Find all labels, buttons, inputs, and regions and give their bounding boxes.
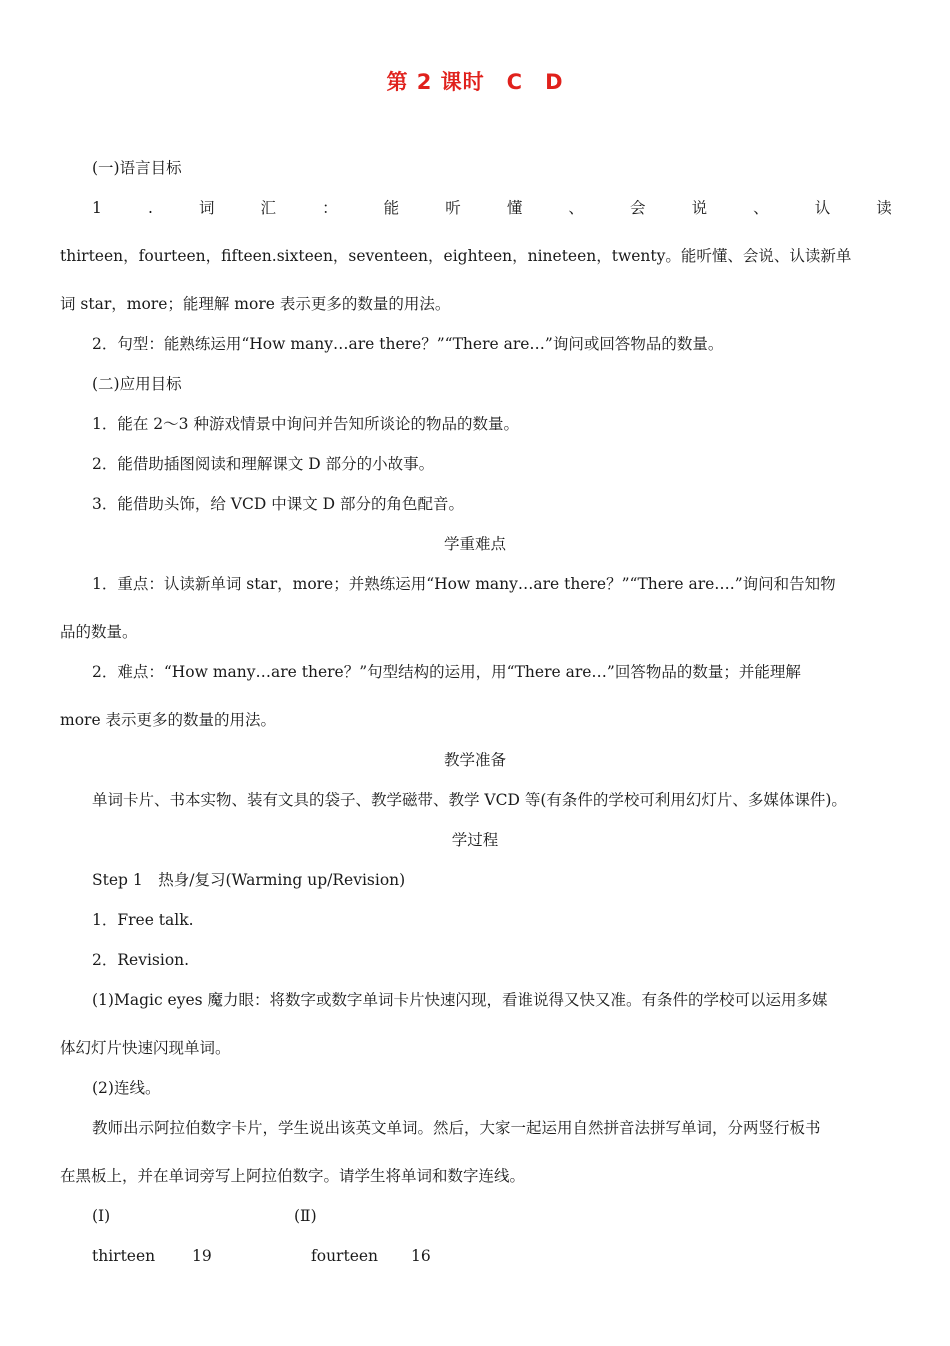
page-title: 第 2 课时 C D	[386, 70, 564, 94]
section-application-goals: (二)应用目标	[92, 375, 182, 393]
magic-eyes-line: (1)Magic eyes 魔力眼：将数字或数字单词卡片快速闪现，看谁说得又快又准。有条件的学校可以运用多媒	[92, 991, 828, 1009]
match-number-i: 19	[192, 1247, 212, 1265]
heading-key-points: 学重难点	[443, 535, 506, 553]
application-goal-1: 1．能在 2～3 种游戏情景中询问并告知所谈论的物品的数量。	[92, 415, 519, 433]
vocab-goal-part: 读	[876, 199, 892, 217]
match-column-ii-header: (Ⅱ)	[294, 1207, 317, 1225]
vocab-goal-part: 认	[814, 199, 831, 217]
match-word-i: thirteen	[92, 1247, 156, 1265]
match-word-ii: fourteen	[311, 1247, 379, 1265]
vocab-goal-part: 听	[445, 199, 461, 217]
match-column-i-header: (Ⅰ)	[92, 1207, 111, 1225]
heading-preparation: 教学准备	[443, 751, 506, 769]
vocab-goal-line	[92, 197, 892, 219]
vocab-goal-part: 词	[198, 199, 215, 217]
difficult-point-line-cont: more 表示更多的数量的用法。	[60, 711, 277, 729]
matching-line: (2)连线。	[92, 1079, 161, 1097]
heading-process: 学过程	[451, 831, 499, 849]
vocab-goal-part: 会	[629, 199, 646, 217]
vocab-goal-part: 、	[568, 199, 584, 217]
vocab-goal-part: ：	[322, 199, 338, 217]
application-goal-3: 3．能借助头饰，给 VCD 中课文 D 部分的角色配音。	[92, 495, 464, 513]
preparation-line: 单词卡片、书本实物、装有文具的袋子、教学磁带、教学 VCD 等(有条件的学校可利用幻灯片、多媒体课件)。	[92, 791, 847, 809]
revision-line: 2．Revision.	[92, 951, 190, 969]
vocab-new-words-line: 词 star，more；能理解 more 表示更多的数量的用法。	[60, 295, 451, 313]
vocab-goal-part: 汇	[260, 199, 277, 217]
difficult-point-line: 2．难点：“How many…are there？”句型结构的运用，用“There are…”回答物品的数量；并能理解	[92, 663, 801, 681]
key-point-line: 1．重点：认读新单词 star，more；并熟练运用“How many…are there？”“There are….”询问和告知物	[92, 575, 836, 593]
teacher-instruction-line: 教师出示阿拉伯数字卡片，学生说出该英文单词。然后，大家一起运用自然拼音法拼写单词，分两竖行板书	[92, 1119, 821, 1137]
match-number-ii: 16	[411, 1247, 431, 1265]
vocab-goal-part: 懂	[506, 199, 523, 217]
vocab-words-line: thirteen，fourteen，fifteen.sixteen，seventeen，eighteen，nineteen，twenty。能听懂、会说、认读新单	[60, 247, 852, 265]
vocab-goal-part: 、	[753, 199, 769, 217]
vocab-goal-part: 能	[383, 199, 400, 217]
free-talk-line: 1．Free talk.	[92, 911, 194, 929]
vocab-goal-part: .	[147, 199, 153, 217]
magic-eyes-line-cont: 体幻灯片快速闪现单词。	[60, 1039, 231, 1057]
application-goal-2: 2．能借助插图阅读和理解课文 D 部分的小故事。	[92, 455, 435, 473]
sentence-goal-line: 2．句型：能熟练运用“How many…are there？”“There are…”询问或回答物品的数量。	[92, 335, 724, 353]
key-point-line-cont: 品的数量。	[60, 623, 138, 641]
teacher-instruction-line-cont: 在黑板上，并在单词旁写上阿拉伯数字。请学生将单词和数字连线。	[60, 1167, 526, 1185]
vocab-goal-part: 说	[691, 199, 708, 217]
step1-line: Step 1 热身/复习(Warming up/Revision)	[92, 871, 406, 889]
section-language-goals: (一)语言目标	[92, 159, 182, 177]
vocab-goal-part: 1	[92, 199, 102, 217]
